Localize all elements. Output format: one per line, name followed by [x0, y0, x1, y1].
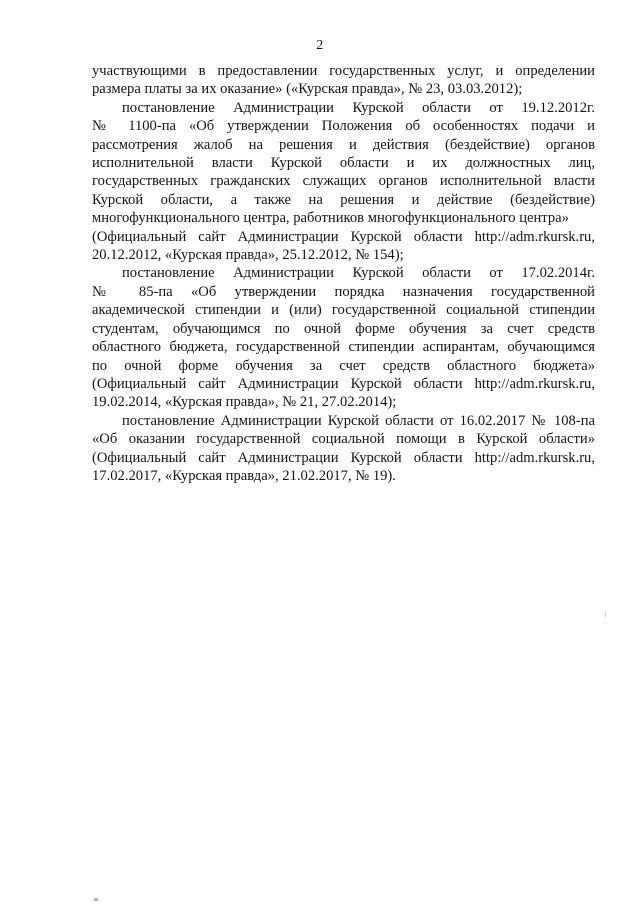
text-line: постановление Администрации Курской области от 16.02.2017 № 108-па [122, 412, 595, 429]
text-line: областного бюджета, государственной стипендии аспирантам, обучающимся [92, 339, 595, 356]
document-body [92, 62, 595, 485]
text-line: постановление Администрации Курской области от 17.02.2014г. [122, 265, 595, 282]
text-line: студентам, обучающимся по очной форме обучения за счет средств [92, 320, 595, 337]
text-line: (Официальный сайт Администрации Курской области http://adm.rkursk.ru, [92, 449, 595, 466]
text-line: № 85-па «Об утверждении порядка назначения государственной [92, 283, 595, 300]
text-line: «Об оказании государственной социальной помощи в Курской области» [92, 431, 595, 448]
text-line: 19.02.2014, «Курская правда», № 21, 27.02.2014); [92, 394, 397, 411]
paragraph-continuation [92, 62, 595, 99]
text-line: Курской области, а также на решения и действие (бездействие) [92, 191, 595, 208]
page-number: 2 [316, 38, 324, 53]
text-line: рассмотрения жалоб на решения и действия (бездействие) органов [92, 136, 595, 153]
text-line: (Официальный сайт Администрации Курской области http://adm.rkursk.ru, [92, 228, 595, 245]
text-line: государственных гражданских служащих органов исполнительной власти [92, 173, 595, 190]
text-line: исполнительной власти Курской области и их должностных лиц, [92, 155, 595, 172]
paragraph-decree-1100 [92, 99, 595, 265]
paragraph-decree-108 [92, 412, 595, 486]
text-line: № 1100-па «Об утверждении Положения об особенностях подачи и [92, 118, 595, 135]
scan-mark [605, 612, 606, 617]
text-line: размера платы за их оказание» («Курская правда», № 23, 03.03.2012); [92, 81, 523, 98]
scan-speck [94, 898, 98, 901]
text-line: академической стипендии и (или) государственной социальной стипендии [92, 302, 595, 319]
text-line: 17.02.2017, «Курская правда», 21.02.2017, № 19). [92, 467, 396, 484]
text-line: постановление Администрации Курской области от 19.12.2012г. [122, 99, 595, 116]
text-line: 20.12.2012, «Курская правда», 25.12.2012, № 154); [92, 247, 404, 264]
text-line: (Официальный сайт Администрации Курской области http://adm.rkursk.ru, [92, 375, 595, 392]
text-line: многофункционального центра, работников многофункционального центра» [92, 210, 569, 227]
paragraph-decree-85 [92, 264, 595, 411]
text-line: по очной форме обучения за счет средств областного бюджета» [92, 357, 595, 374]
text-line: участвующими в предоставлении государственных услуг, и определении [92, 63, 595, 79]
